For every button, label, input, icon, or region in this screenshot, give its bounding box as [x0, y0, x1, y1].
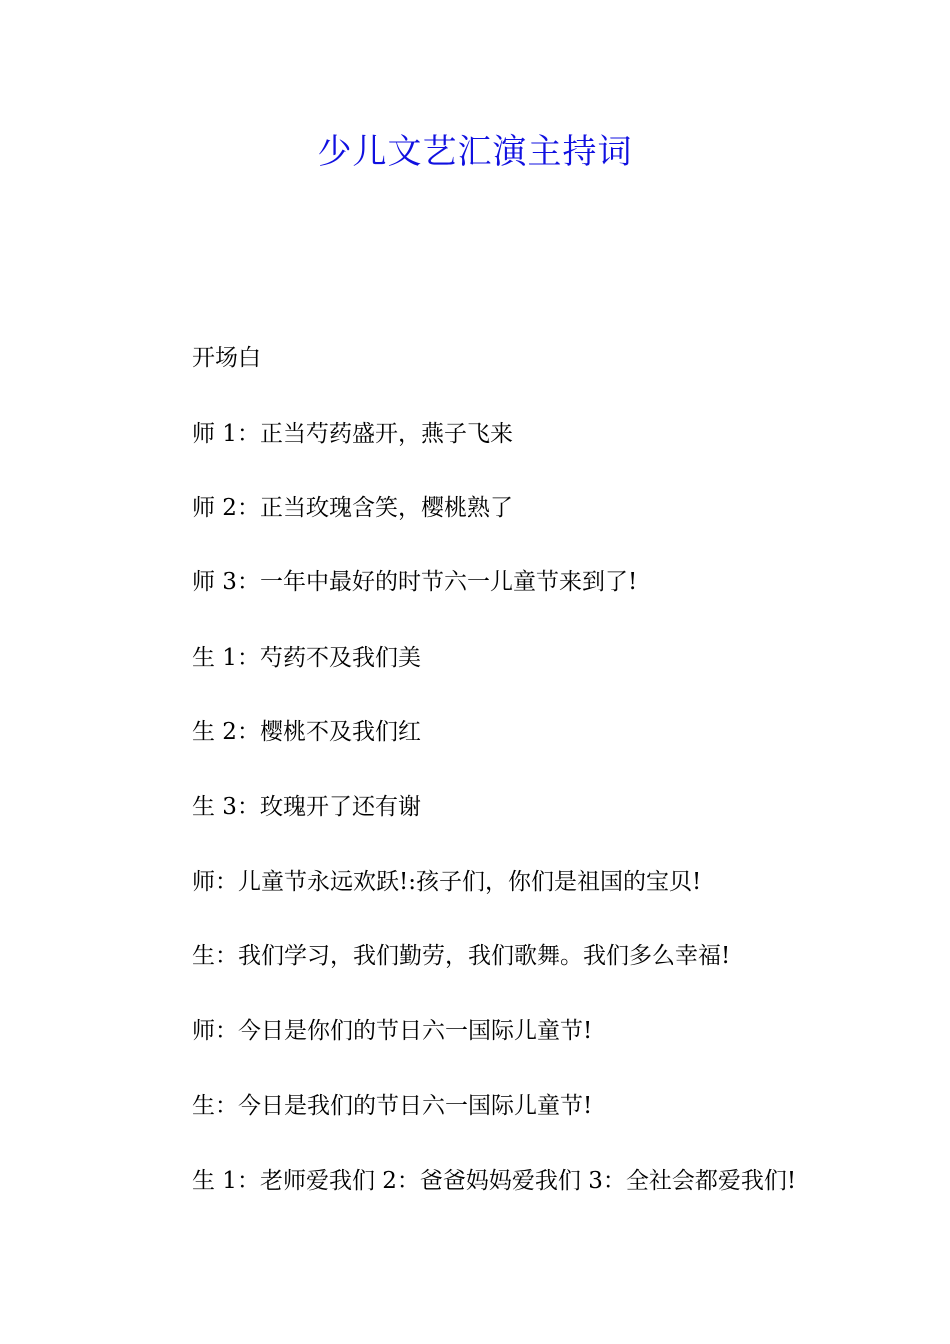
section-heading-opening: 开场白: [192, 345, 261, 371]
script-line: 生：今日是我们的节日六一国际儿童节!: [192, 1093, 593, 1119]
script-line: 师 2：正当玫瑰含笑，樱桃熟了: [192, 495, 513, 521]
script-line: 师 3：一年中最好的时节六一儿童节来到了!: [192, 569, 638, 595]
script-line: 师：儿童节永远欢跃!:孩子们，你们是祖国的宝贝!: [192, 869, 702, 895]
script-line: 生 1：芍药不及我们美: [192, 645, 421, 671]
script-line: 生：我们学习，我们勤劳，我们歌舞。我们多么幸福!: [192, 943, 731, 969]
script-line: 师：今日是你们的节日六一国际儿童节!: [192, 1018, 593, 1044]
script-line: 生 2：樱桃不及我们红: [192, 719, 421, 745]
document-title: 少儿文艺汇演主持词: [317, 132, 633, 172]
script-line: 生 1：老师爱我们 2：爸爸妈妈爱我们 3：全社会都爱我们!: [192, 1168, 797, 1194]
script-line: 师 1：正当芍药盛开，燕子飞来: [192, 421, 513, 447]
script-line: 生 3：玫瑰开了还有谢: [192, 794, 421, 820]
